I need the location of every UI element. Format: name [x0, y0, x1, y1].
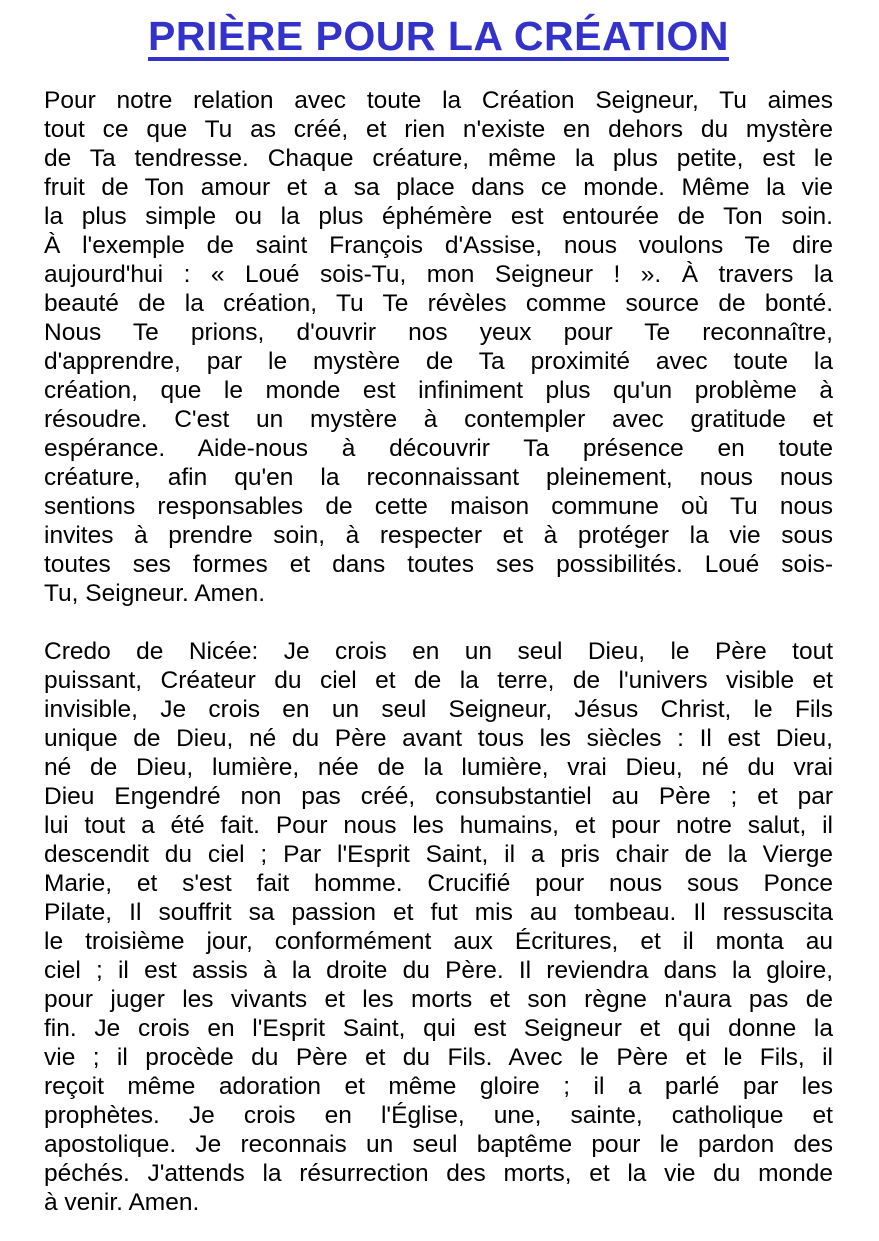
text-line: fruit de Ton amour et a sa place dans ce monde. Même la vie [44, 174, 833, 202]
text-line: création, que le monde est infiniment plus qu'un problème à [44, 377, 833, 405]
text-line: unique de Dieu, né du Père avant tous les siècles : Il est Dieu, [44, 725, 833, 753]
text-line: beauté de la création, Tu Te révèles comme source de bonté. [44, 290, 833, 318]
text-line: la plus simple ou la plus éphémère est entourée de Ton soin. [44, 203, 833, 231]
text-line: péchés. J'attends la résurrection des morts, et la vie du monde [44, 1160, 833, 1188]
text-line: Credo de Nicée: Je crois en un seul Dieu, le Père tout [44, 638, 833, 666]
text-line: d'apprendre, par le mystère de Ta proximité avec toute la [44, 348, 833, 376]
text-line: toutes ses formes et dans toutes ses possibilités. Loué sois- [44, 551, 833, 579]
text-line: tout ce que Tu as créé, et rien n'existe en dehors du mystère [44, 116, 833, 144]
text-line: descendit du ciel ; Par l'Esprit Saint, il a pris chair de la Vierge [44, 841, 833, 869]
credo-paragraph [44, 637, 833, 1217]
text-line: fin. Je crois en l'Esprit Saint, qui est Seigneur et qui donne la [44, 1015, 833, 1043]
text-line: Marie, et s'est fait homme. Crucifié pour nous sous Ponce [44, 870, 833, 898]
text-line: de Ta tendresse. Chaque créature, même la plus petite, est le [44, 145, 833, 173]
text-line: Dieu Engendré non pas créé, consubstantiel au Père ; et par [44, 783, 833, 811]
page-title: PRIÈRE POUR LA CRÉATION [148, 13, 729, 59]
text-line: reçoit même adoration et même gloire ; il a parlé par les [44, 1073, 833, 1101]
text-line: puissant, Créateur du ciel et de la terre, de l'univers visible et [44, 667, 833, 695]
text-line: sentions responsables de cette maison commune où Tu nous [44, 493, 833, 521]
text-line: Pour notre relation avec toute la Création Seigneur, Tu aimes [44, 87, 833, 115]
text-line: pour juger les vivants et les morts et son règne n'aura pas de [44, 986, 833, 1014]
text-line: espérance. Aide-nous à découvrir Ta présence en toute [44, 435, 833, 463]
text-line: le troisième jour, conformément aux Écritures, et il monta au [44, 928, 833, 956]
text-line: invisible, Je crois en un seul Seigneur, Jésus Christ, le Fils [44, 696, 833, 724]
text-line: aujourd'hui : « Loué sois-Tu, mon Seigneur ! ». À travers la [44, 261, 833, 289]
prayer-paragraph [44, 86, 833, 608]
text-line: ciel ; il est assis à la droite du Père. Il reviendra dans la gloire, [44, 957, 833, 985]
text-line: Tu, Seigneur. Amen. [44, 580, 266, 608]
text-line: créature, afin qu'en la reconnaissant pleinement, nous nous [44, 464, 833, 492]
text-line: lui tout a été fait. Pour nous les humains, et pour notre salut, il [44, 812, 833, 840]
text-line: prophètes. Je crois en l'Église, une, sainte, catholique et [44, 1102, 833, 1130]
text-line: Pilate, Il souffrit sa passion et fut mis au tombeau. Il ressuscita [44, 899, 833, 927]
text-line: résoudre. C'est un mystère à contempler avec gratitude et [44, 406, 833, 434]
text-line: Nous Te prions, d'ouvrir nos yeux pour Te reconnaître, [44, 319, 833, 347]
text-line: à venir. Amen. [44, 1189, 200, 1217]
text-line: À l'exemple de saint François d'Assise, nous voulons Te dire [44, 232, 833, 260]
text-line: vie ; il procède du Père et du Fils. Avec le Père et le Fils, il [44, 1044, 833, 1072]
text-line: invites à prendre soin, à respecter et à protéger la vie sous [44, 522, 833, 550]
text-line: né de Dieu, lumière, née de la lumière, vrai Dieu, né du vrai [44, 754, 833, 782]
text-line: apostolique. Je reconnais un seul baptême pour le pardon des [44, 1131, 833, 1159]
